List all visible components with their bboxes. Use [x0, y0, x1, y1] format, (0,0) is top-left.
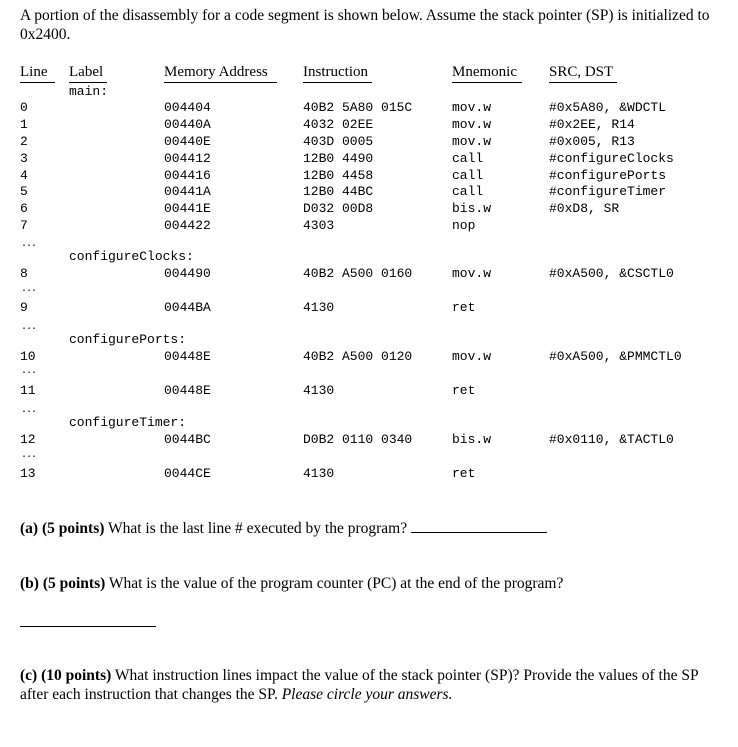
row-address: 0044CE [164, 466, 211, 481]
row-address: 004416 [164, 168, 211, 183]
row-instruction: 4130 [303, 383, 335, 398]
row-line: 7 [20, 218, 28, 233]
row-line: 11 [20, 383, 36, 398]
row-mnemonic: ret [452, 300, 476, 315]
question-a-text: What is the last line # executed by the program? [104, 520, 408, 537]
ellipsis: ... [21, 450, 37, 461]
row-line: 10 [20, 349, 36, 364]
intro-text: A portion of the disassembly for a code segment is shown below. Assume the stack pointer (SP) is initialized to 0x2400. [20, 7, 710, 43]
row-src-dst: #configureClocks [549, 151, 674, 166]
row-line: 13 [20, 466, 36, 481]
row-src-dst: #0xA500, &PMMCTL0 [549, 349, 682, 364]
row-line: 12 [20, 432, 36, 447]
row-instruction: 4130 [303, 300, 335, 315]
row-address: 0044BC [164, 432, 211, 447]
row-mnemonic: ret [452, 466, 476, 481]
header-mnemonic: Mnemonic [452, 64, 517, 80]
row-src-dst: #0x005, R13 [549, 134, 635, 149]
row-instruction: 12B0 4458 [303, 168, 374, 183]
row-mnemonic: mov.w [452, 117, 492, 132]
header-instruction: Instruction [303, 64, 368, 80]
question-c-label: (c) (10 points) [20, 667, 112, 684]
row-line: 9 [20, 300, 28, 315]
section-label-configure-timer: configureTimer: [69, 415, 187, 430]
header-rule [549, 82, 617, 83]
row-line: 5 [20, 184, 28, 199]
section-label-configure-clocks: configureClocks: [69, 249, 194, 264]
ellipsis: ... [21, 366, 37, 377]
header-rule [69, 82, 107, 83]
row-mnemonic: mov.w [452, 100, 492, 115]
header-line: Line [20, 64, 48, 80]
row-instruction: 4032 02EE [303, 117, 374, 132]
row-instruction: 40B2 A500 0160 [303, 266, 413, 281]
row-mnemonic: mov.w [452, 134, 492, 149]
row-instruction: 4303 [303, 218, 335, 233]
row-line: 8 [20, 266, 28, 281]
row-src-dst: #0x5A80, &WDCTL [549, 100, 667, 115]
ellipsis: ... [21, 284, 37, 295]
row-address: 004412 [164, 151, 211, 166]
row-instruction: 4130 [303, 466, 335, 481]
question-b-text: What is the value of the program counter (PC) at the end of the program? [105, 575, 564, 592]
question-c-text: What instruction lines impact the value of the stack pointer (SP)? Provide the values of the SP after each instruction that changes the SP. [20, 667, 699, 703]
header-src-dst: SRC, DST [549, 64, 614, 80]
row-instruction: 403D 0005 [303, 134, 374, 149]
answer-b-blank[interactable] [20, 626, 156, 627]
answer-a-blank[interactable] [411, 519, 547, 533]
row-mnemonic: call [452, 168, 484, 183]
row-address: 004404 [164, 100, 211, 115]
row-src-dst: #configurePorts [549, 168, 667, 183]
row-address: 0044BA [164, 300, 211, 315]
row-address: 00440A [164, 117, 211, 132]
question-b [20, 574, 720, 593]
row-instruction: D0B2 0110 0340 [303, 432, 413, 447]
row-src-dst: #0x0110, &TACTL0 [549, 432, 674, 447]
row-line: 4 [20, 168, 28, 183]
header-rule [452, 82, 522, 83]
row-src-dst: #0xD8, SR [549, 201, 620, 216]
row-line: 0 [20, 100, 28, 115]
ellipsis: ... [21, 405, 37, 416]
row-address: 00448E [164, 383, 211, 398]
question-c [20, 666, 720, 704]
row-address: 00441A [164, 184, 211, 199]
ellipsis: ... [21, 239, 37, 250]
header-rule [303, 82, 372, 83]
ellipsis: ... [21, 322, 37, 333]
row-address: 00440E [164, 134, 211, 149]
row-line: 1 [20, 117, 28, 132]
row-mnemonic: mov.w [452, 266, 492, 281]
question-c-italic: Please circle your answers. [281, 686, 453, 703]
row-src-dst: #0xA500, &CSCTL0 [549, 266, 674, 281]
row-mnemonic: bis.w [452, 432, 492, 447]
row-mnemonic: bis.w [452, 201, 492, 216]
row-mnemonic: nop [452, 218, 476, 233]
row-src-dst: #configureTimer [549, 184, 667, 199]
row-src-dst: #0x2EE, R14 [549, 117, 635, 132]
row-mnemonic: ret [452, 383, 476, 398]
header-memory-address: Memory Address [164, 64, 268, 80]
section-label-main: main: [69, 84, 109, 99]
row-line: 6 [20, 201, 28, 216]
row-address: 00448E [164, 349, 211, 364]
section-label-configure-ports: configurePorts: [69, 332, 187, 347]
question-a [20, 519, 720, 538]
row-address: 004422 [164, 218, 211, 233]
row-instruction: 40B2 A500 0120 [303, 349, 413, 364]
row-address: 00441E [164, 201, 211, 216]
row-instruction: 12B0 4490 [303, 151, 374, 166]
row-instruction: 12B0 44BC [303, 184, 374, 199]
question-b-label: (b) (5 points) [20, 575, 106, 592]
row-instruction: 40B2 5A80 015C [303, 100, 413, 115]
row-mnemonic: call [452, 151, 484, 166]
row-address: 004490 [164, 266, 211, 281]
header-rule [20, 82, 55, 83]
header-rule [164, 82, 277, 83]
row-line: 3 [20, 151, 28, 166]
question-a-label: (a) (5 points) [20, 520, 105, 537]
row-mnemonic: mov.w [452, 349, 492, 364]
header-label: Label [69, 64, 104, 80]
row-instruction: D032 00D8 [303, 201, 374, 216]
row-line: 2 [20, 134, 28, 149]
row-mnemonic: call [452, 184, 484, 199]
